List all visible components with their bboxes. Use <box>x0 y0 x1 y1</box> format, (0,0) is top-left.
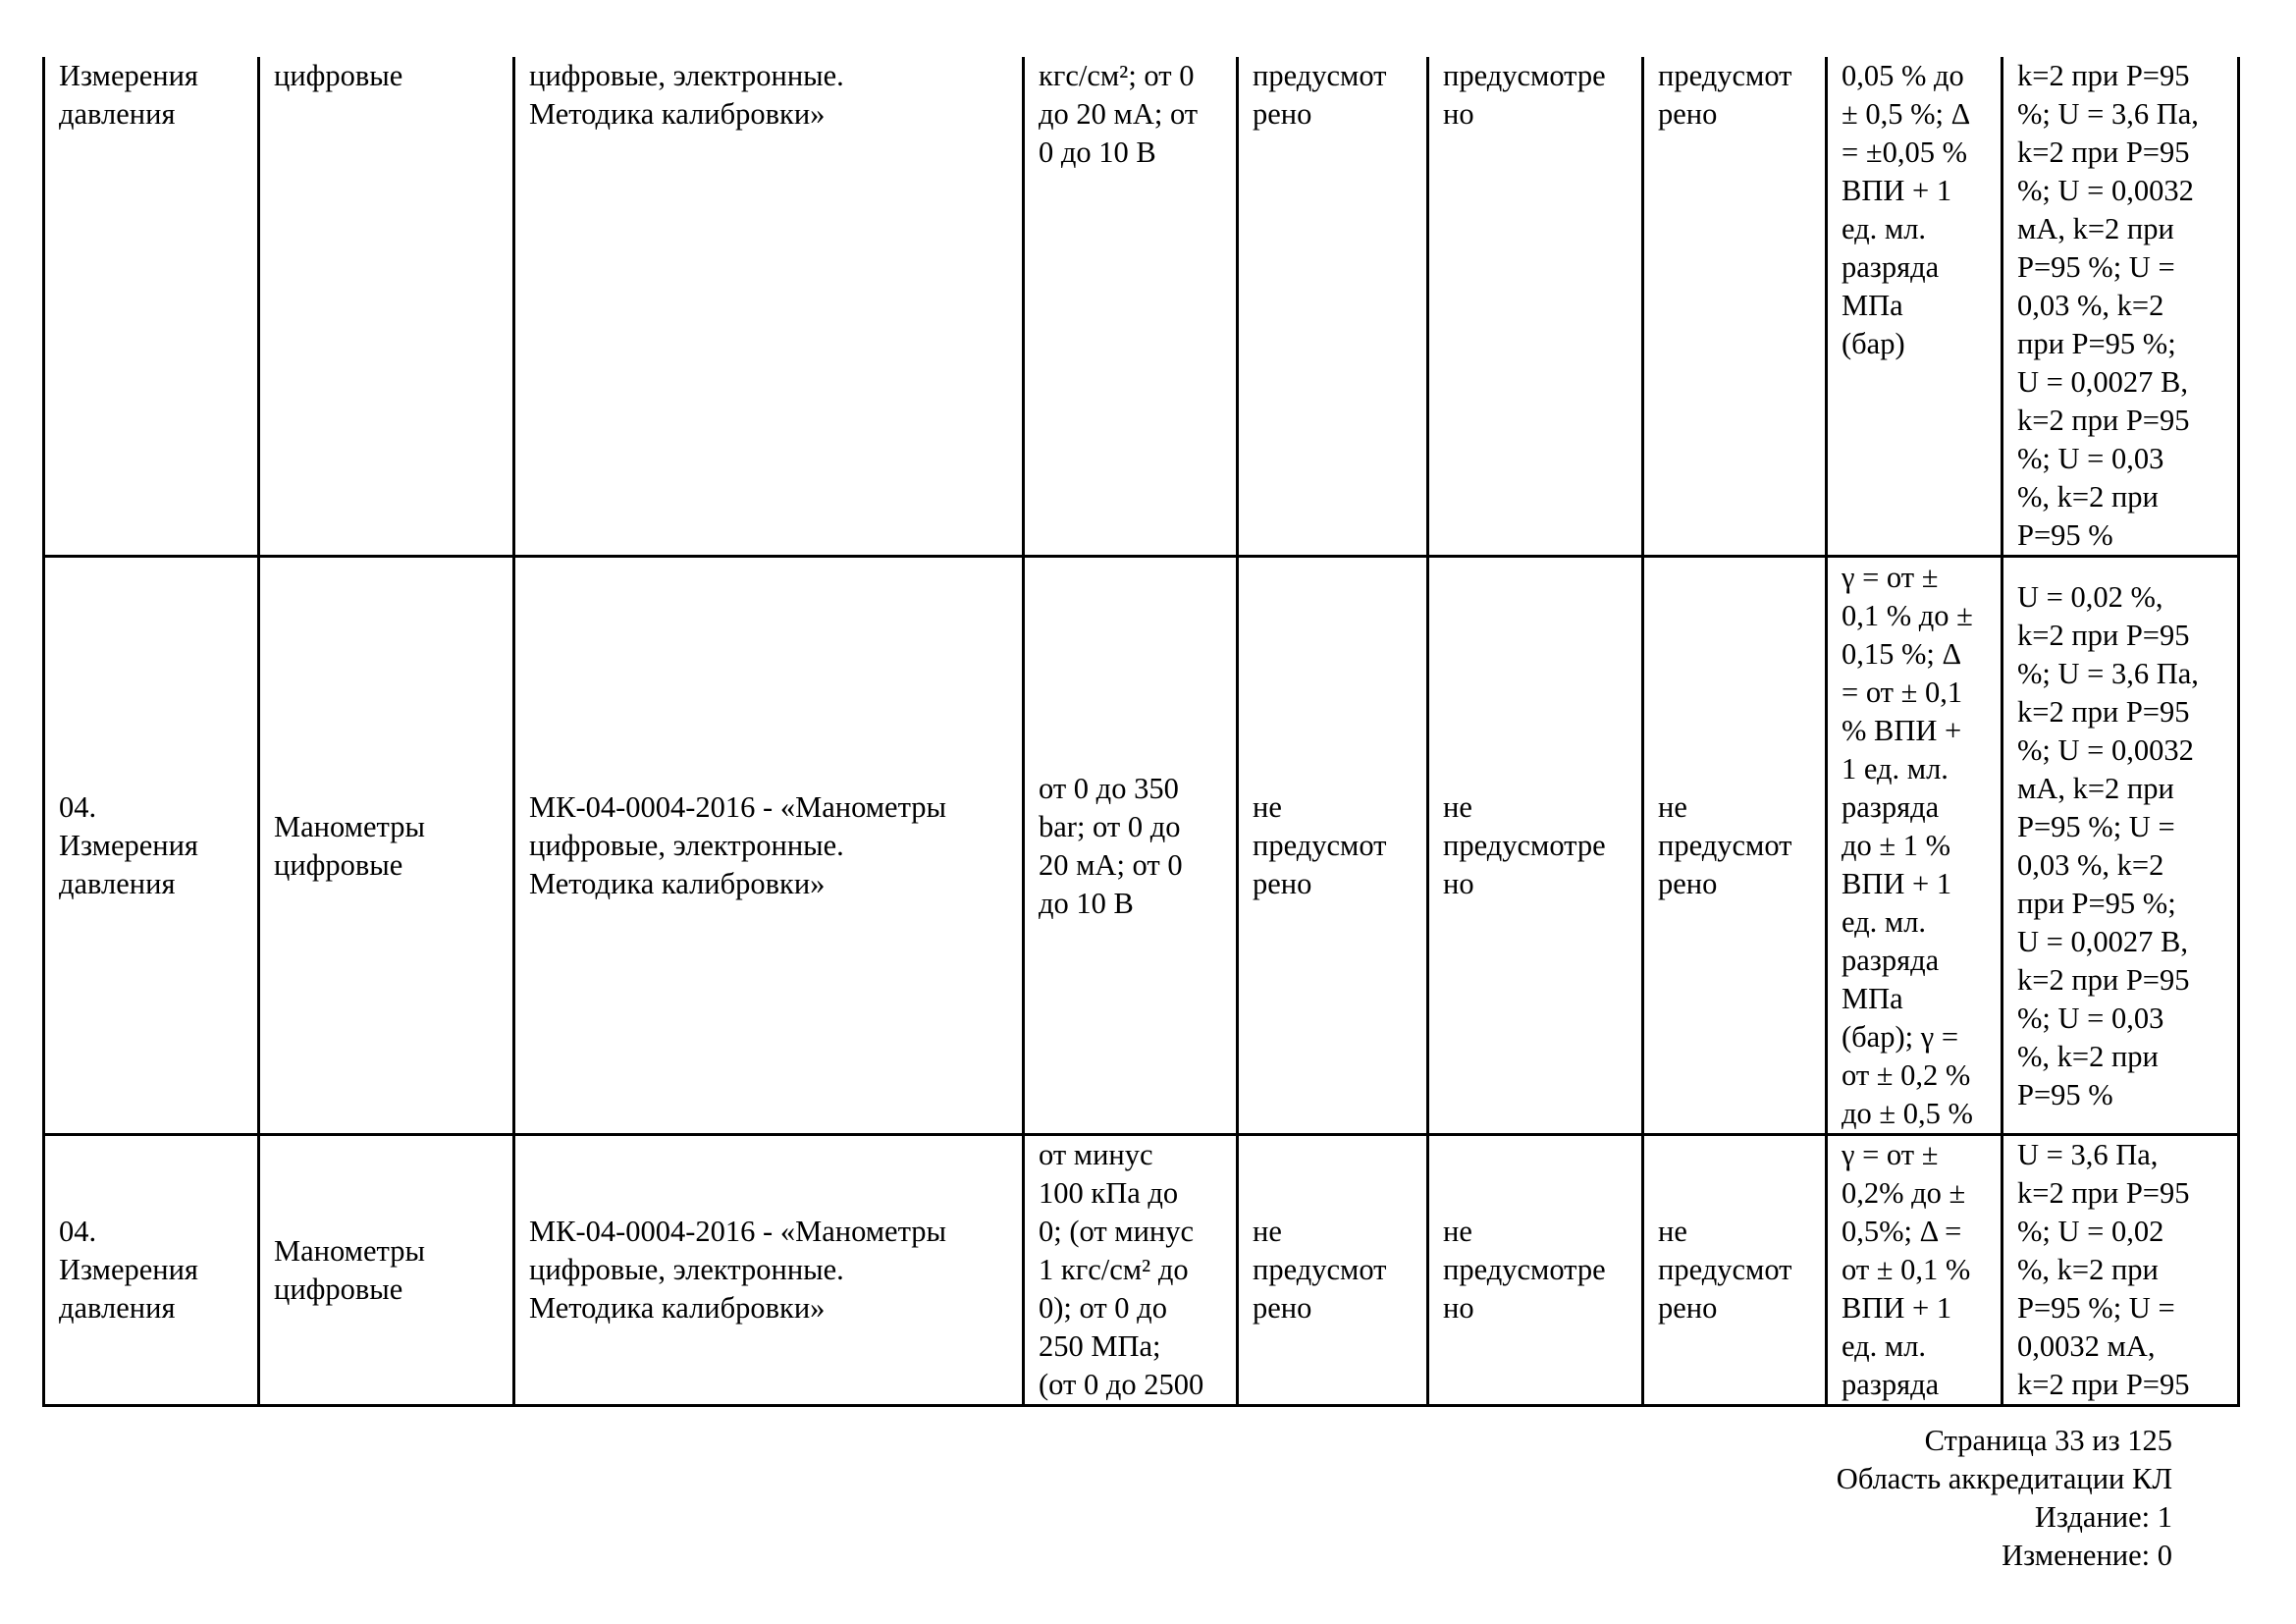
accuracy-cell: γ = от ± 0,1 % до ± 0,15 %; Δ = от ± 0,1 % ВПИ + 1 ед. мл. разряда до ± 1 % ВПИ + 1 ед. мл. разряда МПа (бар); γ = от ± 0,2 % до ± 0,5 % <box>1827 557 2002 1135</box>
calibration-method-cell: МК-04-0004-2016 - «Манометры цифровые, электронные. Методика калибровки» <box>514 1135 1024 1406</box>
instrument-type-cell: цифровые <box>259 57 514 557</box>
measurement-field-cell: Измерения давления <box>44 57 259 557</box>
table-row <box>44 57 2239 557</box>
accuracy-cell: γ = от ± 0,2% до ± 0,5%; Δ = от ± 0,1 % ВПИ + 1 ед. мл. разряда <box>1827 1135 2002 1406</box>
edition-label: Издание: 1 <box>2034 1500 2172 1534</box>
instrument-type-cell: Манометры цифровые <box>259 557 514 1135</box>
measurement-range-cell: от минус 100 кПа до 0; (от минус 1 кгс/см² до 0); от 0 до 250 МПа; (от 0 до 2500 <box>1024 1135 1238 1406</box>
measurement-range-cell: кгс/см²; от 0 до 20 мА; от 0 до 10 В <box>1024 57 1238 557</box>
provision-cell-1: не предусмот рено <box>1238 1135 1428 1406</box>
measurement-field-cell: 04. Измерения давления <box>44 1135 259 1406</box>
provision-cell-1: предусмот рено <box>1238 57 1428 557</box>
page-footer <box>1837 1422 2172 1575</box>
uncertainty-cell: k=2 при P=95 %; U = 3,6 Па, k=2 при P=95 %; U = 0,0032 мА, k=2 при P=95 %; U = 0,03 %, k=2 при P=95 %; U = 0,0027 В, k=2 при P=95 %; U = 0,03 %, k=2 при P=95 % <box>2002 57 2239 557</box>
provision-cell-3: не предусмот рено <box>1643 1135 1827 1406</box>
provision-cell-2: не предусмотре но <box>1428 1135 1643 1406</box>
table-row <box>44 557 2239 1135</box>
accreditation-scope-table <box>42 57 2240 1407</box>
provision-cell-3: предусмот рено <box>1643 57 1827 557</box>
uncertainty-cell: U = 3,6 Па, k=2 при P=95 %; U = 0,02 %, k=2 при P=95 %; U = 0,0032 мА, k=2 при P=95 <box>2002 1135 2239 1406</box>
table-row <box>44 1135 2239 1406</box>
instrument-type-cell: Манометры цифровые <box>259 1135 514 1406</box>
provision-cell-1: не предусмот рено <box>1238 557 1428 1135</box>
calibration-method-cell: МК-04-0004-2016 - «Манометры цифровые, электронные. Методика калибровки» <box>514 557 1024 1135</box>
uncertainty-cell: U = 0,02 %, k=2 при P=95 %; U = 3,6 Па, k=2 при P=95 %; U = 0,0032 мА, k=2 при P=95 %; U = 0,03 %, k=2 при P=95 %; U = 0,0027 В, k=2 при P=95 %; U = 0,03 %, k=2 при P=95 % <box>2002 557 2239 1135</box>
measurement-field-cell: 04. Измерения давления <box>44 557 259 1135</box>
change-label: Изменение: 0 <box>2002 1539 2172 1572</box>
calibration-method-cell: цифровые, электронные. Методика калибровки» <box>514 57 1024 557</box>
measurement-range-cell: от 0 до 350 bar; от 0 до 20 мА; от 0 до 10 В <box>1024 557 1238 1135</box>
provision-cell-3: не предусмот рено <box>1643 557 1827 1135</box>
accuracy-cell: 0,05 % до ± 0,5 %; Δ = ±0,05 % ВПИ + 1 ед. мл. разряда МПа (бар) <box>1827 57 2002 557</box>
accreditation-scope-label: Область аккредитации КЛ <box>1836 1462 2172 1495</box>
provision-cell-2: не предусмотре но <box>1428 557 1643 1135</box>
provision-cell-2: предусмотре но <box>1428 57 1643 557</box>
page-number: Страница 33 из 125 <box>1924 1424 2172 1457</box>
